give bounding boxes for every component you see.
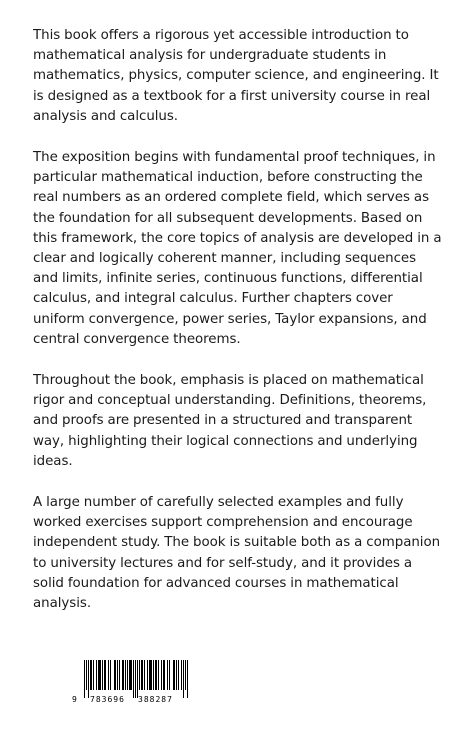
blurb-text [33,26,443,614]
blurb-paragraph-1: This book offers a rigorous yet accessible introduction to mathematical analysis for undergraduate students in mathematics, physics, computer science, and engineering. It is designed as a textbook for a first university course in real analysis and calculus. [33,28,439,124]
barcode-bars [84,660,184,700]
barcode-gap [188,660,189,690]
barcode-right-digits: 388287 [138,695,173,704]
blurb-paragraph-4: A large number of carefully selected examples and fully worked exercises support comprehension and encourage independent study. The book is suitable both as a companion to university lectures and for self-study, and it provides a solid foundation for advanced courses in mathematical analysis. [33,495,441,612]
blurb-paragraph-2: The exposition begins with fundamental proof techniques, in particular mathematical induction, before constructing the real numbers as an ordered complete field, which serves as the foundation for all subsequent developments. Based on this framework, the core topics of analysis are developed in a clear and logically coherent manner, including sequences and limits, infinite series, continuous functions, differential calculus, and integral calculus. Further chapters cover uniform convergence, power series, Taylor expansions, and central convergence theorems. [33,150,442,347]
isbn-barcode [70,660,210,712]
barcode-left-digits: 783696 [90,695,125,704]
barcode-first-digit: 9 [72,695,78,704]
blurb-paragraph-3: Throughout the book, emphasis is placed on mathematical rigor and conceptual understanding. Definitions, theorems, and proofs are presented in a structured and transparent way, highlighting their logical connections and underlying ideas. [33,373,427,469]
